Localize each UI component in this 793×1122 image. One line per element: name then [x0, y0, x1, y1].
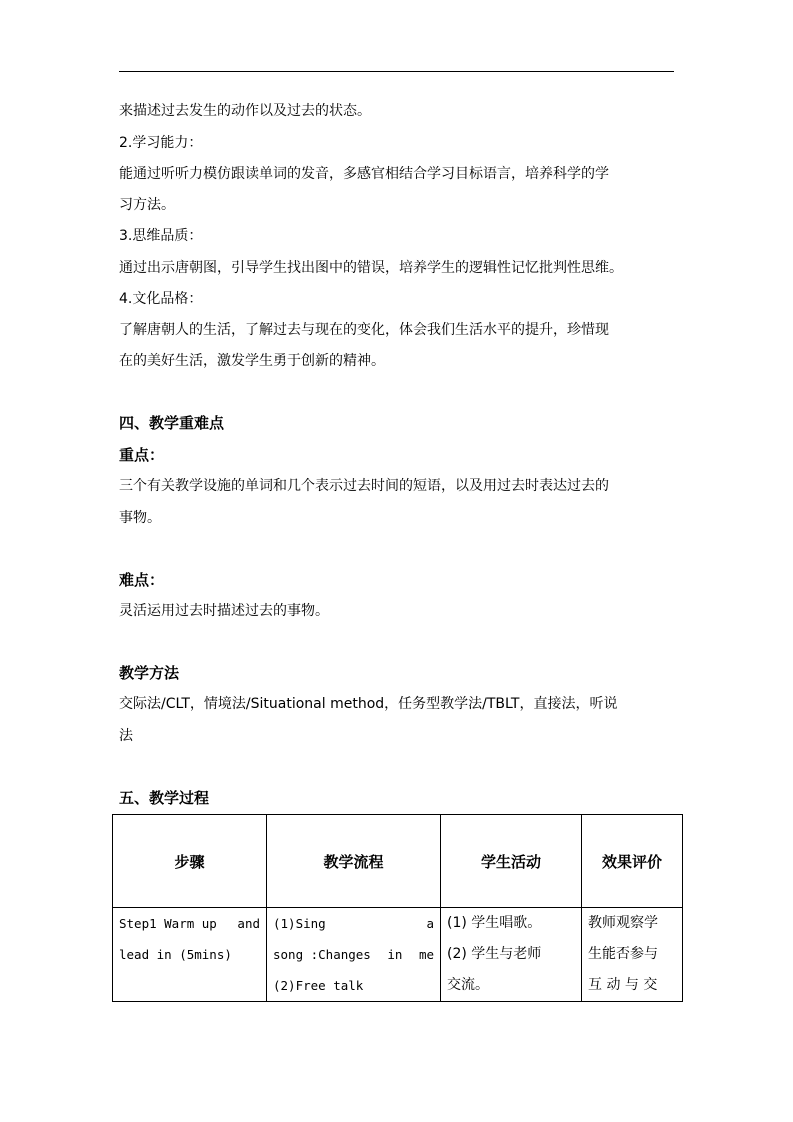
step-text: and — [237, 916, 260, 931]
step-cell — [113, 908, 267, 1002]
flow-text: in — [387, 947, 403, 962]
step-text: Step1 Warm up — [119, 916, 217, 931]
flow-text: song :Changes — [273, 947, 371, 962]
activity-line: 交流。 — [447, 977, 489, 993]
methods-title: 教学方法 — [119, 664, 180, 682]
flow-line: (2)Free talk — [273, 978, 364, 993]
difficulty-label: 难点： — [119, 571, 165, 589]
activity-cell — [441, 908, 582, 1002]
activity-line: (2) 学生与老师 — [447, 946, 542, 962]
learning-ability-text: 能通过听听力模仿跟读单词的发音，多感官相结合学习目标语言，培养科学的学 — [119, 166, 609, 182]
key-points-section-title: 四、教学重难点 — [119, 414, 225, 432]
methods-text-cont: 法 — [119, 728, 133, 744]
evaluation-line: 生能否参与 — [588, 946, 658, 962]
flow-line — [267, 908, 440, 939]
process-section-title: 五、教学过程 — [119, 789, 210, 807]
objective-continuation: 来描述过去发生的动作以及过去的状态。 — [119, 103, 371, 119]
evaluation-line: 互 动 与 交 — [588, 977, 658, 993]
header-flow: 教学流程 — [267, 815, 441, 908]
flow-cell — [267, 908, 441, 1002]
table-header-row — [113, 815, 683, 908]
header-rule — [119, 71, 674, 72]
culture-text-cont: 在的美好生活，激发学生勇于创新的精神。 — [119, 353, 385, 369]
step-line: lead in (5mins) — [119, 947, 232, 962]
focus-label: 重点： — [119, 446, 165, 464]
thinking-text: 通过出示唐朝图，引导学生找出图中的错误，培养学生的逻辑性记忆批判性思维。 — [119, 260, 623, 276]
header-activity: 学生活动 — [441, 815, 582, 908]
table-row — [113, 908, 683, 1002]
flow-line — [267, 939, 440, 970]
focus-text: 三个有关教学设施的单词和几个表示过去时间的短语，以及用过去时表达过去的 — [119, 478, 609, 494]
activity-line: (1) 学生唱歌。 — [447, 915, 542, 931]
thinking-heading: 3.思维品质： — [119, 228, 203, 244]
methods-text: 交际法/CLT，情境法/Situational method，任务型教学法/TBLT，直接法，听说 — [119, 696, 618, 712]
header-evaluation: 效果评价 — [582, 815, 683, 908]
flow-text: me — [418, 947, 434, 962]
evaluation-cell — [582, 908, 683, 1002]
culture-heading: 4.文化品格： — [119, 291, 203, 307]
learning-ability-heading: 2.学习能力： — [119, 135, 203, 151]
flow-text: (1)Sing — [273, 916, 326, 931]
flow-text: a — [426, 916, 434, 931]
header-step: 步骤 — [113, 815, 267, 908]
teaching-process-table — [112, 814, 683, 1002]
culture-text: 了解唐朝人的生活，了解过去与现在的变化，体会我们生活水平的提升，珍惜现 — [119, 322, 609, 338]
evaluation-line: 教师观察学 — [588, 915, 658, 931]
focus-text-cont: 事物。 — [119, 510, 161, 526]
learning-ability-text-cont: 习方法。 — [119, 197, 175, 213]
difficulty-text: 灵活运用过去时描述过去的事物。 — [119, 603, 329, 619]
step-line — [113, 908, 266, 939]
